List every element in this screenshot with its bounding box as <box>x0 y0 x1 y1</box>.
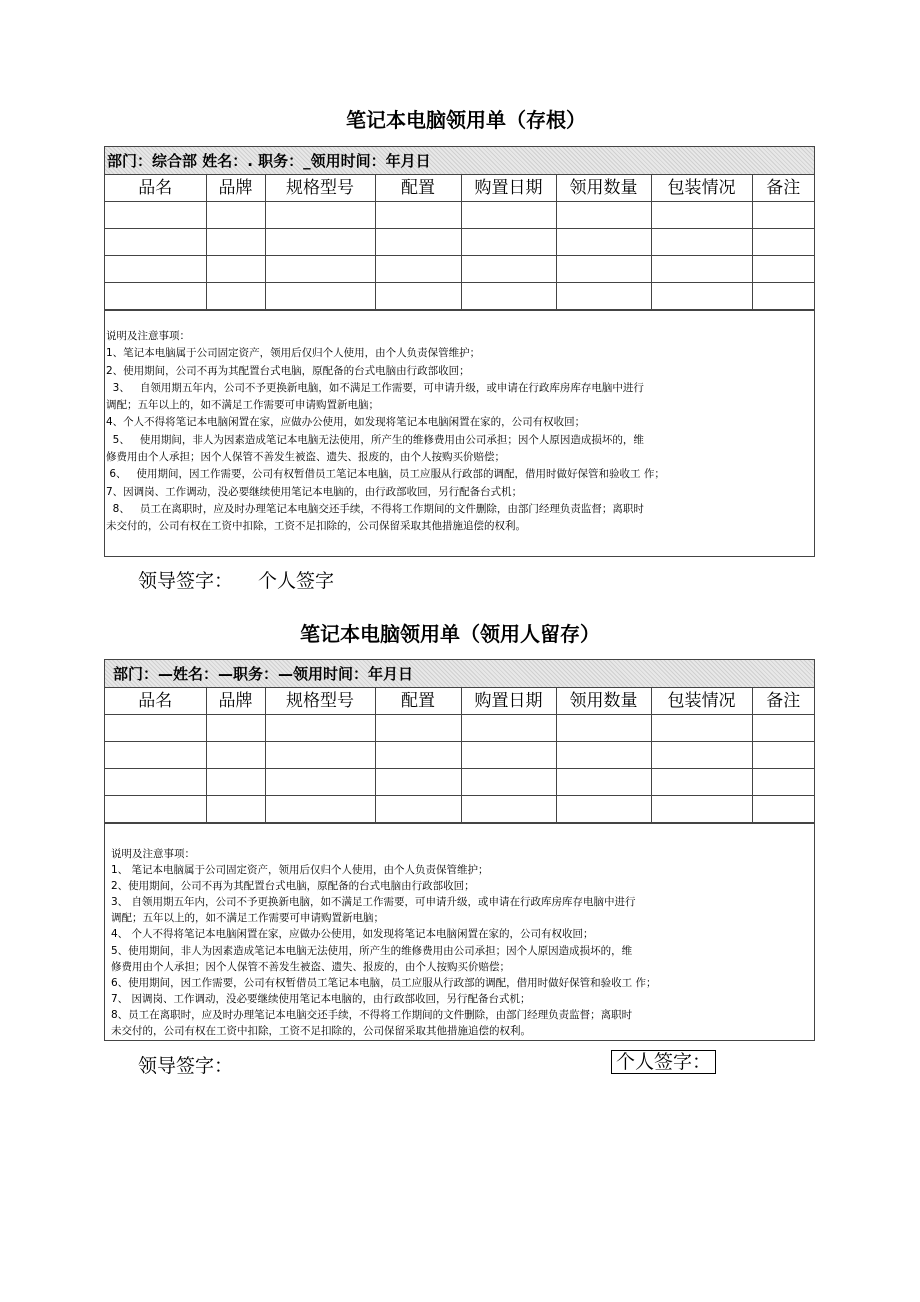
table-cell[interactable] <box>206 283 265 310</box>
table-cell[interactable] <box>556 715 651 742</box>
notes-line: 调配；五年以上的，如不满足工作需要可申请购置新电脑； <box>111 912 384 925</box>
table-cell[interactable] <box>206 742 265 769</box>
table-cell[interactable] <box>556 769 651 796</box>
table-cell[interactable] <box>651 769 752 796</box>
table-row <box>105 283 814 310</box>
form1-leader-signature-label: 领导签字： <box>138 570 234 592</box>
notes-line: 调配；五年以上的，如不满足工作需要可申请购置新电脑； <box>106 399 379 412</box>
table-row <box>105 769 814 796</box>
table-row <box>105 715 814 742</box>
col-header: 备注 <box>752 175 814 202</box>
table-cell[interactable] <box>105 796 206 823</box>
col-header: 领用数量 <box>556 688 651 715</box>
form1-grid <box>105 175 814 310</box>
notes-line: 4、 个人不得将笔记本电脑闲置在家，应做办公使用，如发现将笔记本电脑闲置在家的，公司有权收回； <box>111 928 594 941</box>
notes-line: 4、个人不得将笔记本电脑闲置在家，应做办公使用，如发现将笔记本电脑闲置在家的，公司有权收回； <box>106 416 586 429</box>
col-header: 配置 <box>375 688 461 715</box>
table-cell[interactable] <box>651 256 752 283</box>
notes-line: 2、使用期间，公司不再为其配置台式电脑，原配备的台式电脑由行政部收回； <box>106 364 470 377</box>
table-cell[interactable] <box>461 229 556 256</box>
notes-line: 修费用由个人承担；因个人保管不善发生被盗、遗失、报废的，由个人按购买价赔偿； <box>111 960 510 973</box>
table-cell[interactable] <box>461 256 556 283</box>
table-row <box>105 229 814 256</box>
table-cell[interactable] <box>752 202 814 229</box>
table-cell[interactable] <box>651 715 752 742</box>
table-cell[interactable] <box>752 283 814 310</box>
form2-table <box>104 659 815 1041</box>
form2-leader-signature-label: 领导签字： <box>138 1055 234 1077</box>
table-cell[interactable] <box>752 229 814 256</box>
table-cell[interactable] <box>206 769 265 796</box>
table-cell[interactable] <box>752 742 814 769</box>
table-cell[interactable] <box>556 202 651 229</box>
table-cell[interactable] <box>206 256 265 283</box>
notes-line: 8、员工在离职时，应及时办理笔记本电脑交还手续，不得将工作期间的文件删除，由部门经理负责监督；离职时 <box>111 1008 633 1021</box>
col-header: 购置日期 <box>461 688 556 715</box>
table-cell[interactable] <box>375 229 461 256</box>
form2-header-row <box>105 688 814 715</box>
form2-info-line: 部门：—姓名：—职务：—领用时间：年月日 <box>105 660 814 688</box>
notes-line: 5、 使用期间，非人为因素造成笔记本电脑无法使用，所产生的维修费用由公司承担；因个人原因造成损坏的，维 <box>106 433 644 446</box>
form2-personal-signature-box[interactable]: 个人签字： <box>611 1050 716 1074</box>
col-header: 备注 <box>752 688 814 715</box>
form2-title: 笔记本电脑领用单（领用人留存） <box>300 622 600 646</box>
table-cell[interactable] <box>556 256 651 283</box>
table-cell[interactable] <box>105 715 206 742</box>
table-cell[interactable] <box>556 283 651 310</box>
table-cell[interactable] <box>265 229 375 256</box>
table-cell[interactable] <box>651 283 752 310</box>
table-cell[interactable] <box>375 202 461 229</box>
notes-line: 未交付的，公司有权在工资中扣除，工资不足扣除的，公司保留采取其他措施追偿的权利。 <box>111 1025 531 1038</box>
notes-line: 7、因调岗、工作调动，没必要继续使用笔记本电脑的，由行政部收回，另行配备台式机； <box>106 485 523 498</box>
table-row <box>105 742 814 769</box>
table-cell[interactable] <box>375 796 461 823</box>
table-cell[interactable] <box>461 283 556 310</box>
col-header: 品牌 <box>206 688 265 715</box>
table-cell[interactable] <box>105 229 206 256</box>
form1-notes <box>105 310 814 536</box>
table-cell[interactable] <box>651 742 752 769</box>
col-header: 配置 <box>375 175 461 202</box>
table-cell[interactable] <box>461 796 556 823</box>
notes-line: 修费用由个人承担；因个人保管不善发生被盗、遗失、报废的，由个人按购买价赔偿； <box>106 451 505 464</box>
notes-line: 6、使用期间，因工作需要，公司有权暂借员工笔记本电脑，员工应服从行政部的调配，借用时做好保管和验收工 作； <box>111 976 657 989</box>
table-cell[interactable] <box>752 715 814 742</box>
notes-line: 3、 自领用期五年内，公司不予更换新电脑，如不满足工作需要，可申请升级，或申请在行政库房库存电脑中进行 <box>111 896 636 909</box>
table-cell[interactable] <box>105 256 206 283</box>
table-cell[interactable] <box>556 742 651 769</box>
table-cell[interactable] <box>651 202 752 229</box>
table-cell[interactable] <box>461 715 556 742</box>
table-cell[interactable] <box>206 202 265 229</box>
form1-header-row <box>105 175 814 202</box>
table-cell[interactable] <box>265 715 375 742</box>
notes-heading: 说明及注意事项： <box>106 330 190 342</box>
col-header: 规格型号 <box>265 688 375 715</box>
table-cell[interactable] <box>375 256 461 283</box>
table-cell[interactable] <box>206 229 265 256</box>
table-cell[interactable] <box>556 229 651 256</box>
table-cell[interactable] <box>752 796 814 823</box>
table-cell[interactable] <box>206 715 265 742</box>
table-cell[interactable] <box>206 796 265 823</box>
table-cell[interactable] <box>105 283 206 310</box>
form2-grid <box>105 688 814 823</box>
table-cell[interactable] <box>105 769 206 796</box>
table-cell[interactable] <box>651 229 752 256</box>
form1-info-line: 部门：综合部 姓名：. 职务：_领用时间：年月日 <box>105 147 814 175</box>
col-header: 品名 <box>105 175 206 202</box>
table-cell[interactable] <box>375 283 461 310</box>
notes-line: 8、 员工在离职时，应及时办理笔记本电脑交还手续，不得将工作期间的文件删除，由部门经理负责监督；离职时 <box>106 502 644 515</box>
form1-title: 笔记本电脑领用单（存根） <box>346 108 586 132</box>
table-cell[interactable] <box>461 742 556 769</box>
table-cell[interactable] <box>752 769 814 796</box>
table-row <box>105 796 814 823</box>
col-header: 包装情况 <box>651 175 752 202</box>
col-header: 品牌 <box>206 175 265 202</box>
table-row <box>105 202 814 229</box>
table-row <box>105 256 814 283</box>
col-header: 规格型号 <box>265 175 375 202</box>
table-cell[interactable] <box>265 796 375 823</box>
notes-heading: 说明及注意事项： <box>111 848 195 860</box>
table-cell[interactable] <box>265 256 375 283</box>
table-cell[interactable] <box>105 742 206 769</box>
table-cell[interactable] <box>265 769 375 796</box>
table-cell[interactable] <box>375 742 461 769</box>
notes-line: 3、 自领用期五年内，公司不予更换新电脑，如不满足工作需要，可申请升级，或申请在行政库房库存电脑中进行 <box>106 381 644 394</box>
table-cell[interactable] <box>265 283 375 310</box>
table-cell[interactable] <box>556 796 651 823</box>
table-cell[interactable] <box>461 769 556 796</box>
form1-personal-signature-label: 个人签字 <box>258 570 335 592</box>
col-header: 品名 <box>105 688 206 715</box>
table-cell[interactable] <box>105 202 206 229</box>
notes-line: 1、 笔记本电脑属于公司固定资产，领用后仅归个人使用，由个人负责保管维护； <box>111 864 489 877</box>
col-header: 领用数量 <box>556 175 651 202</box>
form1-table <box>104 146 815 557</box>
notes-line: 未交付的，公司有权在工资中扣除，工资不足扣除的，公司保留采取其他措施追偿的权利。 <box>106 520 526 533</box>
table-cell[interactable] <box>461 202 556 229</box>
form2-notes <box>105 823 814 1039</box>
notes-line: 7、 因调岗、工作调动，没必要继续使用笔记本电脑的，由行政部收回，另行配备台式机； <box>111 992 531 1005</box>
table-cell[interactable] <box>265 742 375 769</box>
table-cell[interactable] <box>375 715 461 742</box>
notes-line: 6、 使用期间，因工作需要，公司有权暂借员工笔记本电脑，员工应服从行政部的调配，借用时做好保管和验收工 作； <box>106 468 665 481</box>
notes-line: 2、使用期间，公司不再为其配置台式电脑，原配备的台式电脑由行政部收回； <box>111 880 475 893</box>
notes-line: 5、使用期间，非人为因素造成笔记本电脑无法使用，所产生的维修费用由公司承担；因个人原因造成损坏的，维 <box>111 944 633 957</box>
col-header: 包装情况 <box>651 688 752 715</box>
table-cell[interactable] <box>265 202 375 229</box>
notes-line: 1、笔记本电脑属于公司固定资产，领用后仅归个人使用，由个人负责保管维护； <box>106 347 481 360</box>
table-cell[interactable] <box>752 256 814 283</box>
col-header: 购置日期 <box>461 175 556 202</box>
table-cell[interactable] <box>375 769 461 796</box>
table-cell[interactable] <box>651 796 752 823</box>
